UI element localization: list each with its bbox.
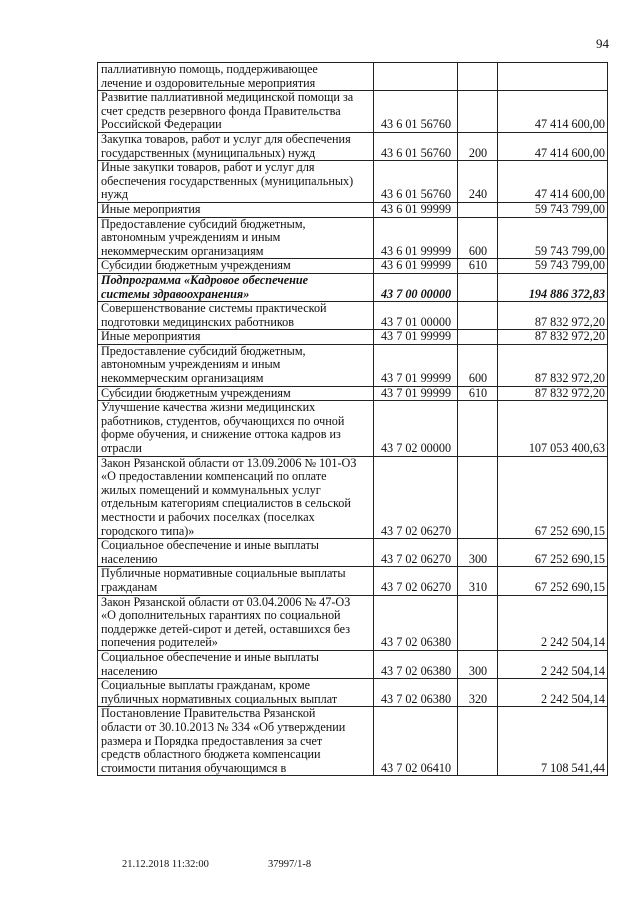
row-name-cell: Подпрограмма «Кадровое обеспечение системы здравоохранения» [98, 273, 374, 301]
row-code-cell: 43 7 02 06270 [374, 456, 458, 539]
table-row [98, 539, 608, 567]
table-row [98, 344, 608, 386]
row-name-cell: Публичные нормативные социальные выплаты гражданам [98, 567, 374, 595]
row-expense-type-cell: 300 [458, 650, 498, 678]
row-name-cell: Социальные выплаты гражданам, кроме публичных нормативных социальных выплат [98, 679, 374, 707]
row-amount-cell: 194 886 372,83 [498, 273, 608, 301]
row-name-cell: Субсидии бюджетным учреждениям [98, 259, 374, 274]
table-row [98, 132, 608, 160]
row-expense-type-cell [458, 707, 498, 776]
row-name-cell: Совершенствование системы практической подготовки медицинских работников [98, 302, 374, 330]
page-number: 94 [596, 36, 609, 51]
table-row [98, 302, 608, 330]
row-expense-type-cell [458, 456, 498, 539]
row-amount-cell: 59 743 799,00 [498, 217, 608, 259]
table-row [98, 567, 608, 595]
table-row [98, 330, 608, 345]
row-code-cell: 43 7 02 06270 [374, 539, 458, 567]
table-row [98, 259, 608, 274]
row-expense-type-cell: 610 [458, 259, 498, 274]
row-expense-type-cell [458, 202, 498, 217]
row-code-cell: 43 6 01 99999 [374, 217, 458, 259]
table-row [98, 456, 608, 539]
row-expense-type-cell: 600 [458, 344, 498, 386]
row-expense-type-cell: 600 [458, 217, 498, 259]
row-expense-type-cell [458, 63, 498, 91]
row-expense-type-cell: 200 [458, 132, 498, 160]
row-code-cell: 43 7 01 00000 [374, 302, 458, 330]
row-amount-cell: 67 252 690,15 [498, 456, 608, 539]
budget-table [97, 62, 608, 776]
row-name-cell: Предоставление субсидий бюджетным, автономным учреждениям и иным некоммерческим организациям [98, 217, 374, 259]
table-row [98, 595, 608, 650]
row-code-cell: 43 7 02 06410 [374, 707, 458, 776]
row-amount-cell: 87 832 972,20 [498, 330, 608, 345]
row-expense-type-cell [458, 595, 498, 650]
table-row [98, 91, 608, 133]
row-code-cell: 43 6 01 56760 [374, 91, 458, 133]
table-row [98, 707, 608, 776]
row-expense-type-cell [458, 273, 498, 301]
row-code-cell: 43 7 02 06380 [374, 595, 458, 650]
row-name-cell: Иные мероприятия [98, 202, 374, 217]
row-amount-cell: 2 242 504,14 [498, 650, 608, 678]
row-name-cell: Субсидии бюджетным учреждениям [98, 386, 374, 401]
row-amount-cell: 47 414 600,00 [498, 91, 608, 133]
row-expense-type-cell: 310 [458, 567, 498, 595]
row-name-cell: Закон Рязанской области от 13.09.2006 № 101-ОЗ «О предоставлении компенсаций по оплате жилых помещений и коммунальных услуг отдельным категориям специалистов в сельской местности и рабочих поселках (поселках городского типа)» [98, 456, 374, 539]
row-code-cell: 43 7 02 06380 [374, 650, 458, 678]
footer-doc-id: 37997/1-8 [268, 859, 312, 870]
row-name-cell: Социальное обеспечение и иные выплаты населению [98, 539, 374, 567]
footer-datetime: 21.12.2018 11:32:00 [122, 859, 209, 870]
row-name-cell: Социальное обеспечение и иные выплаты населению [98, 650, 374, 678]
row-amount-cell [498, 63, 608, 91]
row-expense-type-cell: 240 [458, 161, 498, 203]
row-amount-cell: 67 252 690,15 [498, 539, 608, 567]
row-code-cell: 43 6 01 99999 [374, 259, 458, 274]
row-expense-type-cell [458, 302, 498, 330]
row-code-cell: 43 6 01 56760 [374, 132, 458, 160]
row-name-cell: Закупка товаров, работ и услуг для обеспечения государственных (муниципальных) нужд [98, 132, 374, 160]
row-amount-cell: 59 743 799,00 [498, 202, 608, 217]
row-name-cell: Развитие паллиативной медицинской помощи за счет средств резервного фонда Правительства Российской Федерации [98, 91, 374, 133]
row-amount-cell: 87 832 972,20 [498, 302, 608, 330]
row-name-cell: Иные мероприятия [98, 330, 374, 345]
row-expense-type-cell [458, 91, 498, 133]
row-name-cell: Постановление Правительства Рязанской области от 30.10.2013 № 334 «Об утверждении размера и Порядка предоставления за счет средств областного бюджета компенсации стоимости питания обучающимся в [98, 707, 374, 776]
row-name-cell: Улучшение качества жизни медицинских работников, студентов, обучающихся по очной форме обучения, и снижение оттока кадров из отрасли [98, 401, 374, 456]
row-amount-cell: 59 743 799,00 [498, 259, 608, 274]
row-code-cell: 43 7 01 99999 [374, 330, 458, 345]
row-code-cell: 43 7 01 99999 [374, 386, 458, 401]
row-code-cell: 43 7 02 06380 [374, 679, 458, 707]
table-row [98, 386, 608, 401]
row-amount-cell: 107 053 400,63 [498, 401, 608, 456]
row-code-cell: 43 6 01 99999 [374, 202, 458, 217]
row-amount-cell: 2 242 504,14 [498, 595, 608, 650]
row-amount-cell: 47 414 600,00 [498, 161, 608, 203]
table-row [98, 679, 608, 707]
row-expense-type-cell [458, 330, 498, 345]
row-code-cell: 43 7 00 00000 [374, 273, 458, 301]
row-amount-cell: 47 414 600,00 [498, 132, 608, 160]
row-expense-type-cell: 320 [458, 679, 498, 707]
row-code-cell: 43 7 02 06270 [374, 567, 458, 595]
row-name-cell: Закон Рязанской области от 03.04.2006 № 47-ОЗ «О дополнительных гарантиях по социальной поддержке детей-сирот и детей, оставшихся без попечения родителей» [98, 595, 374, 650]
table-row [98, 273, 608, 301]
table-row [98, 401, 608, 456]
row-expense-type-cell: 610 [458, 386, 498, 401]
row-name-cell: Предоставление субсидий бюджетным, автономным учреждениям и иным некоммерческим организациям [98, 344, 374, 386]
row-code-cell: 43 6 01 56760 [374, 161, 458, 203]
row-name-cell: паллиативную помощь, поддерживающее лечение и оздоровительные мероприятия [98, 63, 374, 91]
row-code-cell: 43 7 01 99999 [374, 344, 458, 386]
table-row [98, 161, 608, 203]
table-row [98, 217, 608, 259]
row-code-cell [374, 63, 458, 91]
table-row [98, 63, 608, 91]
row-amount-cell: 87 832 972,20 [498, 344, 608, 386]
row-amount-cell: 87 832 972,20 [498, 386, 608, 401]
row-name-cell: Иные закупки товаров, работ и услуг для обеспечения государственных (муниципальных) нужд [98, 161, 374, 203]
table-row [98, 202, 608, 217]
row-amount-cell: 2 242 504,14 [498, 679, 608, 707]
table-row [98, 650, 608, 678]
budget-table-body [98, 63, 608, 776]
row-amount-cell: 7 108 541,44 [498, 707, 608, 776]
row-expense-type-cell [458, 401, 498, 456]
row-code-cell: 43 7 02 00000 [374, 401, 458, 456]
row-amount-cell: 67 252 690,15 [498, 567, 608, 595]
row-expense-type-cell: 300 [458, 539, 498, 567]
